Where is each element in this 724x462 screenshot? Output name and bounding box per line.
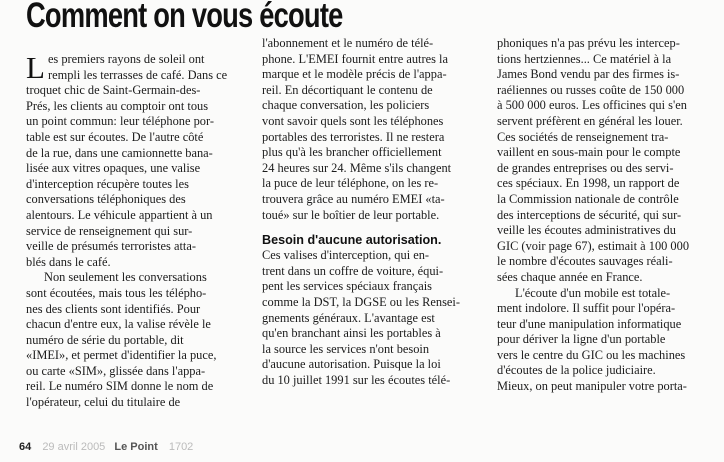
text-line: l'opérateur, celui du titulaire de <box>26 395 181 410</box>
text-line: des interceptions de sécurité, qui sur- <box>497 207 682 222</box>
text-line: service de renseignement qui sur- <box>26 223 193 238</box>
text-line: «IMEI», et permet d'identifier la puce, <box>26 348 217 363</box>
text-line: toué» sur le boîtier de leur portable. <box>262 207 440 222</box>
text-line: ou carte «SIM», glissée dans l'appa- <box>26 363 206 378</box>
section-subheading: Besoin d'aucune autorisation. <box>262 233 442 248</box>
text-line: GIC (voir page 67), estimait à 100 000 <box>497 238 690 253</box>
text-line: servent préfèrent en général les louer. <box>497 113 683 128</box>
article-column-2 <box>262 36 484 388</box>
text-line: d'interception récupère toutes les <box>26 176 189 191</box>
text-line: Mieux, on peut manipuler votre porta- <box>497 379 687 394</box>
article-column-1 <box>26 52 248 411</box>
text-line: L'écoute d'un mobile est totale- <box>515 285 671 300</box>
text-line: pent les services spéciaux français <box>262 279 432 294</box>
text-line: à 500 000 euros. Les officines qui s'en <box>497 98 687 113</box>
text-line: Prés, les clients au comptoir ont tous <box>26 98 209 113</box>
text-line: vers le centre du GIC ou les machines <box>497 347 686 362</box>
text-line: chacun d'entre eux, la valise révèle le <box>26 317 211 332</box>
text-line: trent dans un coffre de voiture, équi- <box>262 263 444 278</box>
text-line: l'abonnement et le numéro de télé- <box>262 36 434 50</box>
text-line: 24 heures sur 24. Même s'ils changent <box>262 160 452 175</box>
page-footer <box>19 441 193 453</box>
text-line: teur d'une manipulation informatique <box>497 316 682 331</box>
text-line: lisée aux vitres opaques, une valise <box>26 161 201 176</box>
text-line: qu'en branchant ainsi les portables à <box>262 326 441 341</box>
text-line: plus qu'à les brancher officiellement <box>262 145 442 160</box>
issue-date: 29 avril 2005 <box>42 441 106 453</box>
text-line: reil. En décortiquant le contenu de <box>262 82 433 97</box>
text-line: Ces valises d'interception, qui en- <box>262 248 430 263</box>
text-line: de la rue, dans une camionnette bana- <box>26 145 213 160</box>
text-line: pour dériver la ligne d'un portable <box>497 332 666 347</box>
text-line: sées chaque année en France. <box>497 269 643 284</box>
text-line: numéro de série du portable, dit <box>26 332 184 347</box>
text-line: marque et le modèle précis de l'appa- <box>262 67 447 82</box>
text-line: ces spéciaux. En 1998, un rapport de <box>497 176 680 191</box>
text-line: vont savoir quels sont les téléphones <box>262 113 444 128</box>
text-line: troquet chic de Saint-Germain-des- <box>26 83 201 98</box>
text-line: raéliennes ou russes coûte de 150 000 <box>497 82 685 97</box>
text-line: Ces sociétés de renseignement tra- <box>497 129 669 144</box>
text-line: la puce de leur téléphone, on les re- <box>262 176 439 191</box>
text-line: de grandes entreprises ou des servi- <box>497 160 674 175</box>
article-column-3 <box>497 36 719 395</box>
text-line: la Commission nationale de contrôle <box>497 191 679 206</box>
text-line: es premiers rayons de soleil ont <box>47 52 205 66</box>
text-line: table est sur écoutes. De l'autre côté <box>26 129 204 144</box>
text-line: chaque conversation, les policiers <box>262 98 430 113</box>
text-line: vaillent en sous-main pour le compte <box>497 145 681 160</box>
page-number: 64 <box>19 441 32 453</box>
text-line: blés dans le café. <box>26 254 111 269</box>
text-line: tions hertziennes... Ce matériel à la <box>497 51 672 66</box>
text-line: comme la DST, la DGSE ou les Rensei- <box>262 294 460 309</box>
text-line: la source les services n'ont besoin <box>262 341 430 356</box>
text-line: conversations téléphoniques des <box>26 192 186 207</box>
text-line: du 10 juillet 1991 sur les écoutes télé- <box>262 372 451 387</box>
text-line: reil. Le numéro SIM donne le nom de <box>26 379 214 394</box>
text-line: le nombre d'écoutes sauvages réali- <box>497 254 673 269</box>
text-line: veille de présumés terroristes atta- <box>26 239 196 254</box>
text-line: phone. L'EMEI fournit entre autres la <box>262 51 448 66</box>
drop-cap: L <box>26 50 45 85</box>
text-line: alentours. Le véhicule appartient à un <box>26 207 213 222</box>
text-line: trouvera grâce au numéro EMEI «ta- <box>262 191 445 206</box>
text-line: gnements généraux. L'avantage est <box>262 310 435 325</box>
article-headline: Comment on vous écoute <box>26 0 343 35</box>
issue-number: 1702 <box>168 441 194 453</box>
text-line: un point commun: leur téléphone por- <box>26 114 214 129</box>
text-line: nes des clients sont identifiés. Pour <box>26 301 201 316</box>
text-line: rempli les terrasses de café. Dans ce <box>47 67 228 82</box>
text-line: sont écoutées, mais tous les télépho- <box>26 285 207 300</box>
text-line: d'aucune autorisation. Puisque la loi <box>262 357 441 372</box>
text-line: Non seulement les conversations <box>44 270 207 285</box>
text-line: phoniques n'a pas prévu les intercep- <box>497 36 680 50</box>
text-line: James Bond vendu par des firmes is- <box>497 67 680 82</box>
text-line: portables des terroristes. Il ne restera <box>262 129 445 144</box>
text-line: veille les écoutes administratives du <box>497 223 676 238</box>
text-line: ment indolore. Il suffit pour l'opéra- <box>497 301 676 316</box>
text-line: d'écoutes de la police judiciaire. <box>497 363 656 378</box>
magazine-name: Le Point <box>114 441 158 453</box>
